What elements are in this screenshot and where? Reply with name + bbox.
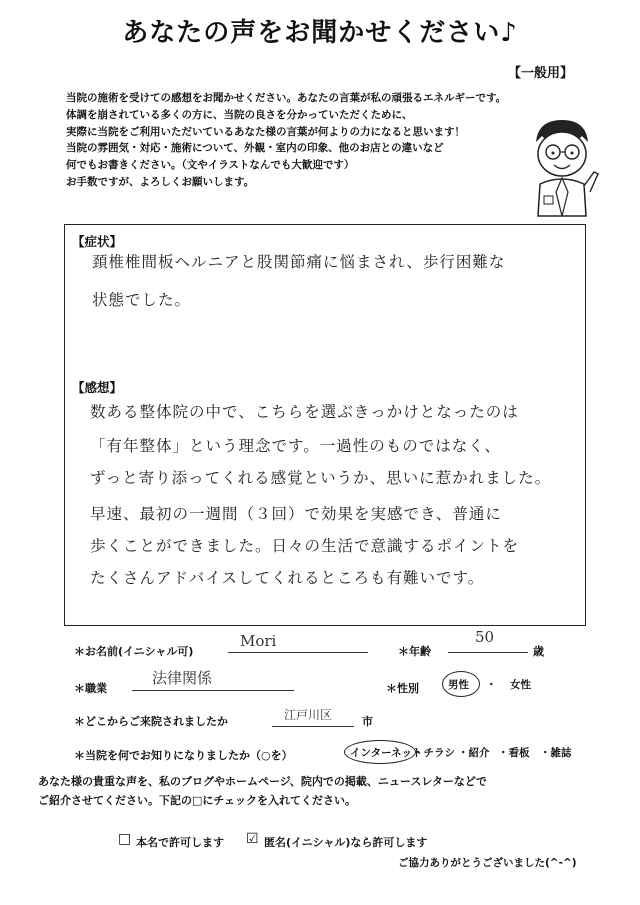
gender-male-option[interactable]: 男性 (448, 679, 469, 691)
realname-option-label: 本名で許可します (136, 836, 224, 849)
occupation-value[interactable]: 法律関係 (152, 669, 213, 687)
impressions-text-line: たくさんアドバイスしてくれるところも有難いです。 (90, 569, 485, 587)
intro-text (66, 90, 536, 191)
origin-label: ＊どこからご来院されましたか (74, 715, 228, 728)
gender-female-option[interactable]: 女性 (510, 679, 531, 691)
impressions-text-line: 歩くことができました。日々の生活で意識するポイントを (90, 537, 520, 555)
initial-checkbox[interactable]: ☑ (246, 831, 259, 847)
impressions-text-line: 早速、最初の一週間（３回）で効果を実感でき、普通に (90, 505, 502, 523)
source-option-signboard[interactable]: ・看板 (498, 747, 530, 759)
intro-line: 当院の雰囲気・対応・施術について、外観・室内の印象、他のお店との違いなど (66, 142, 444, 155)
thanks-note: ご協力ありがとうございました(^-^) (398, 857, 577, 869)
age-label: ＊年齢 (398, 645, 431, 658)
name-label: ＊お名前(イニシャル可) (74, 645, 194, 658)
name-underline (228, 652, 368, 653)
age-unit: 歳 (533, 645, 544, 658)
gender-separator: ・ (486, 679, 497, 691)
source-option-referral[interactable]: ・紹介 (458, 747, 490, 759)
source-option-internet[interactable]: インターネット (350, 747, 423, 759)
symptoms-text-line: 状態でした。 (92, 291, 192, 309)
page-title: あなたの声をお聞かせください♪ (122, 18, 518, 48)
intro-line: 当院の施術を受けての感想をお聞かせください。あなたの言葉が私の頑張るエネルギーです。 (66, 92, 507, 104)
name-value[interactable]: Mori (240, 632, 277, 650)
source-option-magazine[interactable]: ・雑誌 (540, 747, 572, 759)
permission-text (38, 772, 487, 810)
source-option-flyer[interactable]: ・チラシ (413, 747, 455, 759)
impressions-heading: 【感想】 (72, 380, 123, 395)
realname-checkbox[interactable]: □ (118, 831, 132, 847)
initial-option-label: 匿名(イニシャル)なら許可します (264, 836, 428, 849)
impressions-text-line: 「有年整体」という理念です。一過性のものではなく、 (90, 437, 501, 455)
intro-line: 何でもお書きください。（文やイラストなんでも大歓迎です） (66, 159, 355, 172)
occupation-underline (132, 690, 294, 691)
permission-line: あなた様の貴重な声を、私のブログやホームページ、院内での掲載、ニュースレターなどで (38, 775, 487, 788)
impressions-text-line: ずっと寄り添ってくれる感覚というか、思いに惹かれました。 (90, 469, 552, 487)
doctor-mascot-illustration (522, 112, 602, 222)
intro-line: 実際に当院をご利用いただいているあなた様の言葉が何よりの力になると思います！ (66, 125, 465, 138)
symptoms-heading: 【症状】 (72, 234, 123, 249)
source-label: ＊当院を何でお知りになりましたか（○を） (74, 749, 293, 762)
origin-unit: 市 (362, 715, 373, 728)
age-value[interactable]: 50 (475, 628, 495, 646)
origin-underline (272, 726, 354, 727)
age-underline (448, 652, 528, 653)
form-type-badge: 【一般用】 (508, 66, 574, 81)
intro-line: 体調を崩されている多くの方に、当院の良さを分かっていただくために、 (66, 108, 413, 121)
symptoms-text-line: 頚椎椎間板ヘルニアと股関節痛に悩まされ、歩行困難な (92, 253, 506, 271)
impressions-text-line: 数ある整体院の中で、こちらを選ぶきっかけとなったのは (90, 403, 519, 421)
permission-line: ご紹介させてください。下記の□にチェックを入れてください。 (38, 794, 357, 807)
occupation-label: ＊職業 (74, 682, 107, 695)
gender-label: ＊性別 (386, 682, 419, 695)
intro-line: お手数ですが、よろしくお願いします。 (66, 175, 255, 188)
origin-value[interactable]: 江戸川区 (284, 708, 333, 722)
